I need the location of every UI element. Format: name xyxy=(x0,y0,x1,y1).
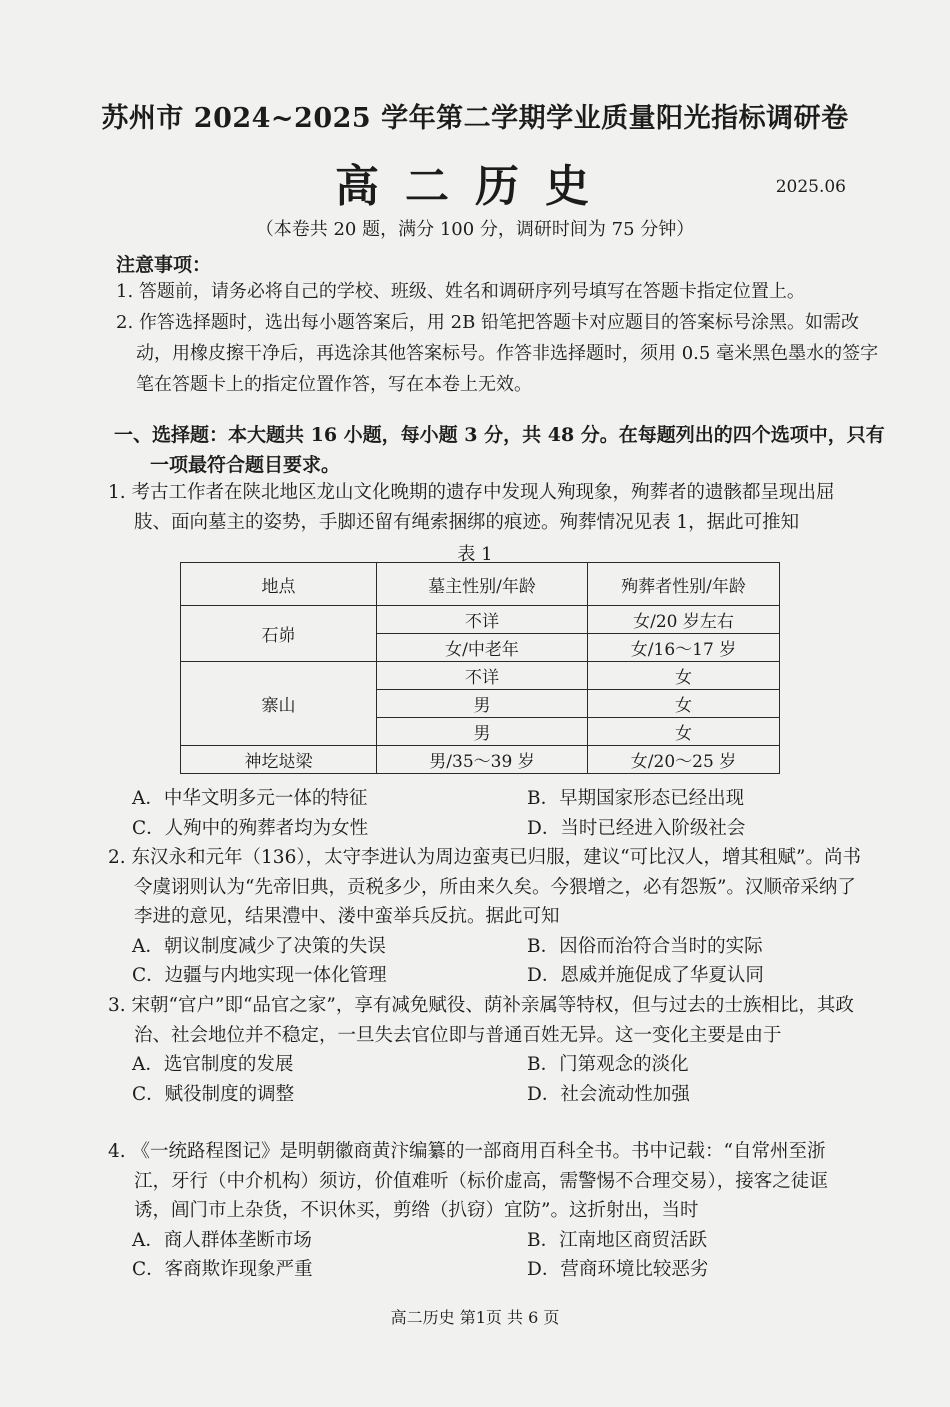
question-1-options xyxy=(108,784,861,843)
options xyxy=(108,1050,861,1109)
option-d: D．当时已经进入阶级社会 xyxy=(527,817,746,839)
options xyxy=(108,932,861,991)
option-a: A．朝议制度减少了决策的失误 xyxy=(132,935,386,957)
subject-title: 高二历史 xyxy=(335,161,615,212)
option-b: B．江南地区商贸活跃 xyxy=(527,1229,708,1251)
option-a: A．中华文明多元一体的特征 xyxy=(132,788,368,809)
question-1 xyxy=(108,478,861,537)
table-cell: 男 xyxy=(377,718,588,746)
table-cell: 女/20～25 岁 xyxy=(588,746,780,774)
option-b: B．因俗而治符合当时的实际 xyxy=(527,935,763,957)
page-footer: 高二历史 第1页 共 6 页 xyxy=(390,1308,560,1327)
table-cell: 女 xyxy=(588,662,780,690)
notes-title: 注意事项： xyxy=(116,254,212,276)
option-a: A．选官制度的发展 xyxy=(132,1054,294,1075)
question-2 xyxy=(108,843,861,991)
note-item: 2. 作答选择题时，选出每小题答案后，用 2B 铅笔把答题卡对应题目的答案标号涂黑。如需改动，用橡皮擦干净后，再选涂其他答案标号。作答非选择题时，须用 0.5 毫米黑色墨水的签字笔在答题卡上的指定位置作答，写在本卷上无效。 xyxy=(116,312,879,395)
option-c: C．边疆与内地实现一体化管理 xyxy=(132,965,387,986)
table-cell-site: 寨山 xyxy=(181,662,377,746)
table-cell: 不详 xyxy=(377,662,588,690)
note-item: 1. 答题前，请务必将自己的学校、班级、姓名和调研序列号填写在答题卡指定位置上。 xyxy=(116,281,805,302)
option-b: B．早期国家形态已经出现 xyxy=(527,788,745,809)
table-cell: 不详 xyxy=(377,606,588,634)
table-cell: 女 xyxy=(588,718,780,746)
question-stem: 1. 考古工作者在陕北地区龙山文化晚期的遗存中发现人殉现象，殉葬者的遗骸都呈现出屈肢、面向墓主的姿势，手脚还留有绳索捆绑的痕迹。殉葬情况见表 1，据此可推知 xyxy=(108,482,835,533)
table-cell-site: 神圪垯梁 xyxy=(181,746,377,774)
table-header: 墓主性别/年龄 xyxy=(377,563,588,606)
table-cell: 女 xyxy=(588,690,780,718)
table-cell-site: 石峁 xyxy=(181,606,377,662)
question-stem: 3. 宋朝“官户”即“品官之家”，享有减免赋役、荫补亲属等特权，但与过去的士族相比，其政治、社会地位并不稳定，一旦失去官位即与普通百姓无异。这一变化主要是由于 xyxy=(108,995,854,1046)
table-cell: 男 xyxy=(377,690,588,718)
options xyxy=(108,784,861,843)
exam-date: 2025.06 xyxy=(775,177,846,197)
question-4 xyxy=(108,1137,861,1285)
exam-title: 苏州市 2024~2025 学年第二学期学业质量阳光指标调研卷 xyxy=(101,103,849,134)
question-3 xyxy=(108,991,861,1109)
options xyxy=(108,1226,861,1285)
question-stem: 4. 《一统路程图记》是明朝徽商黄汴编纂的一部商用百科全书。书中记载：“自常州至浙江，牙行（中介机构）须访，价值难听（标价虚高，需警惕不合理交易），接客之徒诓诱，阊门市上杂货，不识休买，剪绺（扒窃）宜防”。这折射出，当时 xyxy=(108,1141,828,1221)
table-cell: 男/35～39 岁 xyxy=(377,746,588,774)
table-header-row xyxy=(181,563,780,606)
option-d: D．恩威并施促成了华夏认同 xyxy=(527,965,764,986)
exam-info: （本卷共 20 题，满分 100 分，调研时间为 75 分钟） xyxy=(255,219,695,240)
table-row xyxy=(181,606,780,634)
option-a: A．商人群体垄断市场 xyxy=(132,1229,312,1251)
option-c: C．人殉中的殉葬者均为女性 xyxy=(132,817,369,839)
table-row xyxy=(181,746,780,774)
table-header: 殉葬者性别/年龄 xyxy=(588,563,780,606)
table-cell: 女/20 岁左右 xyxy=(588,606,780,634)
option-c: C．客商欺诈现象严重 xyxy=(132,1259,313,1280)
table-caption: 表 1 xyxy=(457,544,493,565)
table-cell: 女/中老年 xyxy=(377,634,588,662)
table-row xyxy=(181,662,780,690)
section-title: 一、选择题：本大题共 16 小题，每小题 3 分，共 48 分。在每题列出的四个选项中，只有一项最符合题目要求。 xyxy=(114,424,885,476)
table-cell: 女/16～17 岁 xyxy=(588,634,780,662)
option-d: D．营商环境比较恶劣 xyxy=(527,1259,709,1280)
option-b: B．门第观念的淡化 xyxy=(527,1054,689,1075)
burial-table xyxy=(180,562,780,774)
option-d: D．社会流动性加强 xyxy=(527,1083,690,1105)
table-header: 地点 xyxy=(181,563,377,606)
question-stem: 2. 东汉永和元年（136），太守李进认为周边蛮夷已归服，建议“可比汉人，增其租赋”。尚书令虞诩则认为“先帝旧典，贡税多少，所由来久矣。今猥增之，必有怨叛”。汉顺帝采纳了李进的意见，结果澧中、溇中蛮举兵反抗。据此可知 xyxy=(108,847,862,927)
option-c: C．赋役制度的调整 xyxy=(132,1083,295,1105)
